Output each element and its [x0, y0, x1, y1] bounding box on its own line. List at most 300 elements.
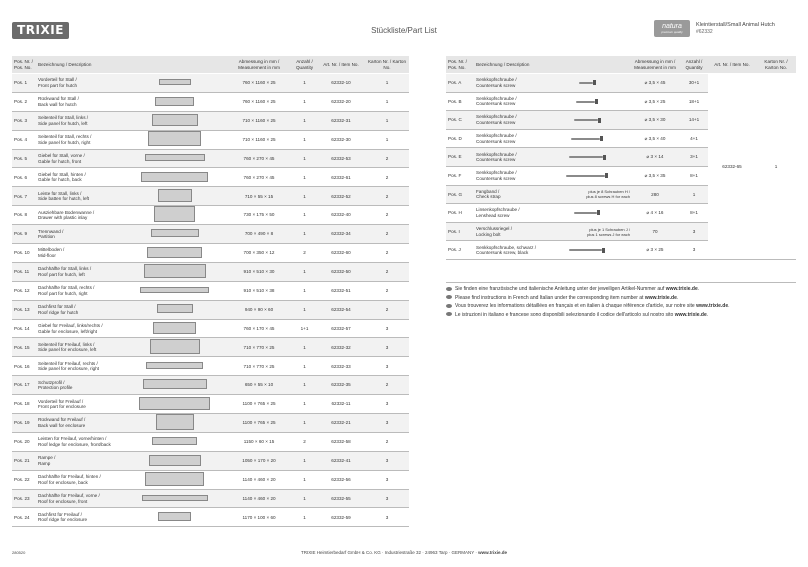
dim-cell: 710 × 1160 × 25	[226, 130, 292, 149]
art-cell: 62332-57	[317, 319, 365, 338]
qty-cell: 2	[292, 244, 317, 263]
dim-cell: ⌀ 3,5 × 40	[630, 129, 680, 148]
dim-cell: 730 × 175 × 50	[226, 206, 292, 225]
desc-de: Leiste für Stall, links /	[38, 190, 82, 196]
box-cell: 3	[365, 451, 409, 470]
qty-cell: 3	[680, 241, 708, 260]
box-cell: 3	[365, 395, 409, 414]
part-note-line: plus 8 screws H for each	[586, 194, 630, 200]
header-desc: Bezeichnung / Description	[474, 56, 544, 74]
desc-de: Rampe /	[38, 455, 56, 461]
pos-cell: Pos. 5	[12, 149, 36, 168]
qty-cell: 1	[292, 130, 317, 149]
desc-de: Dachhälfte für Stall, rechts /	[38, 285, 95, 291]
table-row	[12, 489, 409, 508]
desc-cell	[36, 470, 123, 489]
box-cell: 2	[365, 225, 409, 244]
part-image	[123, 92, 226, 111]
header-qty: Anzahl / Quantity	[292, 56, 317, 74]
desc-de: Rückwand für Freilauf /	[38, 417, 86, 423]
table-row	[12, 376, 409, 395]
note-end: .	[676, 294, 679, 301]
desc-cell	[36, 281, 123, 300]
desc-cell	[36, 338, 123, 357]
part-drawing-icon	[139, 397, 210, 410]
header-art: Art. Nr. / Item No.	[317, 56, 365, 74]
part-image	[123, 130, 226, 149]
dim-cell: ⌀ 4 × 16	[630, 204, 680, 223]
art-cell: 62332-50	[317, 262, 365, 281]
desc-cell	[36, 508, 123, 527]
desc-de: Seitenteil für Stall, rechts /	[38, 134, 92, 140]
dim-cell: 760 × 170 × 45	[226, 319, 292, 338]
part-drawing-icon	[158, 512, 191, 521]
desc-cell	[36, 187, 123, 206]
screw-icon	[574, 212, 597, 214]
desc-cell	[474, 129, 544, 148]
part-image	[123, 432, 226, 451]
page-title: Stückliste/Part List	[371, 26, 437, 35]
desc-de: Linsenkopfschraube /	[476, 207, 520, 213]
desc-cell	[474, 111, 544, 130]
pos-cell: Pos. 15	[12, 338, 36, 357]
part-drawing-icon	[152, 437, 197, 445]
pos-cell: Pos. 4	[12, 130, 36, 149]
note-de	[446, 285, 796, 294]
table-row	[12, 395, 409, 414]
screw-icon	[576, 101, 595, 103]
pos-cell: Pos. 22	[12, 470, 36, 489]
desc-cell	[36, 357, 123, 376]
part-drawing-icon	[149, 455, 201, 466]
qty-cell: 4+1	[680, 129, 708, 148]
qty-cell: 1	[292, 338, 317, 357]
header-dim: Abmessung in mm / Measurement in mm	[630, 56, 680, 74]
qty-cell: 1	[292, 262, 317, 281]
pos-cell: Pos. 8	[12, 206, 36, 225]
desc-en: Protection profile	[38, 385, 73, 391]
art-cell: 62332-10	[317, 74, 365, 93]
box-cell: 3	[365, 414, 409, 433]
trixie-logo: TRIXIE	[12, 22, 69, 39]
part-note-line: plus je 1 Schrauben J /	[589, 226, 630, 232]
flag-de-icon	[446, 287, 452, 291]
desc-cell	[36, 225, 123, 244]
desc-en: Countersunk screw	[476, 157, 516, 163]
qty-cell: 1	[292, 470, 317, 489]
qty-cell: 1	[292, 489, 317, 508]
pos-cell: Pos. 17	[12, 376, 36, 395]
flag-it-icon	[446, 312, 452, 316]
part-image	[123, 168, 226, 187]
pos-cell: Pos. 23	[12, 489, 36, 508]
desc-en: Gable for hutch, front	[38, 158, 82, 164]
part-drawing-icon	[157, 304, 193, 313]
header-qty: Anzahl / Quantity	[680, 56, 708, 74]
note-end: .	[697, 286, 700, 292]
header-image	[544, 56, 630, 74]
table-row	[12, 338, 409, 357]
screw-icon	[566, 175, 605, 177]
dim-cell: 700 × 350 × 12	[226, 244, 292, 263]
art-cell: 62332-65	[708, 74, 756, 260]
part-drawing-icon	[141, 172, 208, 182]
part-drawing-icon	[155, 97, 194, 106]
part-image	[123, 206, 226, 225]
part-image	[544, 204, 630, 223]
pos-cell: Pos. 21	[12, 451, 36, 470]
part-image	[123, 508, 226, 527]
part-drawing-icon	[150, 339, 200, 354]
art-cell: 62332-32	[317, 338, 365, 357]
desc-en: Locking bolt	[476, 231, 501, 237]
desc-de: Vorderteil für Stall /	[38, 77, 77, 83]
pos-cell: Pos. H	[446, 204, 474, 223]
part-drawing-icon	[142, 495, 208, 501]
dim-cell: 1050 × 170 × 20	[226, 451, 292, 470]
desc-en: Ramp	[38, 460, 51, 466]
desc-de: Seitenteil für Freilauf, links /	[38, 341, 95, 347]
language-notes	[446, 282, 796, 319]
part-drawing-icon	[153, 322, 196, 334]
dim-cell: 910 × 510 × 30	[226, 262, 292, 281]
part-drawing-icon	[156, 414, 194, 430]
box-cell: 1	[756, 74, 796, 260]
desc-cell	[474, 74, 544, 93]
part-drawing-icon	[159, 79, 191, 85]
desc-de: Verschlussriegel /	[476, 226, 513, 232]
art-cell: 62332-31	[317, 111, 365, 130]
pos-cell: Pos. 9	[12, 225, 36, 244]
dim-cell: 70	[630, 222, 680, 241]
dim-cell: ⌀ 3,5 × 35	[630, 166, 680, 185]
part-drawing-icon	[144, 264, 206, 278]
part-image	[123, 489, 226, 508]
desc-cell	[474, 222, 544, 241]
dim-cell: ⌀ 3,5 × 25	[630, 92, 680, 111]
table-row	[12, 130, 409, 149]
desc-en: Countersunk screw	[476, 82, 516, 88]
box-cell: 1	[365, 92, 409, 111]
pos-cell: Pos. G	[446, 185, 474, 204]
art-cell: 62332-58	[317, 432, 365, 451]
product-info	[696, 22, 775, 36]
desc-en: Partition	[38, 234, 55, 240]
pos-cell: Pos. 13	[12, 300, 36, 319]
dim-cell: 940 × 90 × 60	[226, 300, 292, 319]
art-cell: 62332-61	[317, 168, 365, 187]
part-image	[544, 74, 630, 93]
header-desc: Bezeichnung / Description	[36, 56, 123, 74]
footer	[0, 550, 808, 555]
note-text: Vous trouverez les informations détaillées en français et en italien à chaque référence d'article, sur notre site	[455, 303, 697, 309]
qty-cell: 1	[292, 149, 317, 168]
left-parts-table	[12, 56, 409, 527]
pos-cell: Pos. F	[446, 166, 474, 185]
dim-cell: 1170 × 100 × 60	[226, 508, 292, 527]
desc-de: Senkkopfschraube /	[476, 133, 517, 139]
qty-cell: 1	[292, 74, 317, 93]
desc-cell	[36, 92, 123, 111]
table-row	[12, 206, 409, 225]
natura-text: natura	[662, 23, 682, 30]
pos-cell: Pos. 7	[12, 187, 36, 206]
pos-cell: Pos. 24	[12, 508, 36, 527]
part-image	[123, 281, 226, 300]
natura-logo	[654, 20, 690, 37]
desc-en: Check strap	[476, 194, 501, 200]
desc-en: Gable for hutch, back	[38, 177, 82, 183]
art-cell: 62332-59	[317, 508, 365, 527]
desc-cell	[36, 262, 123, 281]
box-cell: 2	[365, 300, 409, 319]
desc-de: Rückwand für Stall /	[38, 96, 79, 102]
desc-en: Roof ridge for enclosure	[38, 517, 88, 523]
dim-cell: 1140 × 460 × 20	[226, 470, 292, 489]
part-image	[123, 111, 226, 130]
part-image	[123, 451, 226, 470]
art-cell: 62332-51	[317, 281, 365, 300]
part-image	[123, 300, 226, 319]
art-cell: 62332-56	[317, 470, 365, 489]
art-cell: 62332-30	[317, 130, 365, 149]
natura-subtext: premium quality	[661, 30, 683, 34]
pos-cell: Pos. 1	[12, 74, 36, 93]
desc-cell	[36, 451, 123, 470]
part-drawing-icon	[145, 472, 204, 486]
footer-link[interactable]: www.trixie.de	[478, 550, 507, 555]
desc-cell	[36, 414, 123, 433]
qty-cell: 1+1	[292, 319, 317, 338]
table-row	[12, 508, 409, 527]
table-row	[12, 111, 409, 130]
table-row	[12, 92, 409, 111]
desc-cell	[474, 204, 544, 223]
box-cell: 2	[365, 187, 409, 206]
note-link[interactable]: www.trixie.de	[665, 286, 698, 292]
note-en	[446, 294, 796, 303]
desc-de: Giebel für Stall, hinten /	[38, 171, 86, 177]
desc-en: Back wall for hutch	[38, 101, 77, 107]
art-cell: 62332-20	[317, 92, 365, 111]
desc-de: Giebel für Stall, vorne /	[38, 153, 85, 158]
part-drawing-icon	[146, 362, 203, 369]
part-image	[123, 244, 226, 263]
dim-cell: 710 × 770 × 25	[226, 357, 292, 376]
desc-cell	[36, 74, 123, 93]
screw-head-icon	[605, 173, 608, 178]
table-row	[12, 470, 409, 489]
part-drawing-icon	[140, 287, 209, 293]
right-header-row	[446, 56, 796, 74]
qty-cell: 1	[292, 92, 317, 111]
part-drawing-icon	[148, 131, 201, 146]
box-cell: 1	[365, 111, 409, 130]
note-text: Le istruzioni in italiano e francese sono disponibili selezionando il codice dell'articolo sul nostro sito	[455, 311, 675, 318]
header-pos: Pos. Nr. / Pos. No.	[12, 56, 36, 74]
note-link[interactable]: www.trixie.de	[674, 311, 707, 318]
desc-de: Dachfirst für Stall /	[38, 304, 76, 310]
note-text: Please find instructions in French and Italian under the corresponding item number at	[455, 294, 645, 301]
note-end: .	[728, 303, 730, 309]
desc-de: Dachhälfte für Stall, links /	[38, 266, 92, 272]
table-row	[12, 300, 409, 319]
desc-en: Roof ledge for enclosure, front/back	[38, 441, 111, 447]
screw-icon	[579, 82, 593, 84]
part-drawing-icon	[158, 189, 192, 202]
header-box: Karton Nr. / Karton No.	[365, 56, 409, 74]
box-cell: 2	[365, 244, 409, 263]
qty-cell: 1	[292, 187, 317, 206]
qty-cell: 1	[292, 206, 317, 225]
desc-en: Side panel for hutch, left	[38, 120, 88, 126]
desc-en: Roof for enclosure, front	[38, 498, 88, 504]
pos-cell: Pos. D	[446, 129, 474, 148]
doc-code: 280520	[12, 550, 26, 555]
box-cell: 2	[365, 149, 409, 168]
pos-cell: Pos. 10	[12, 244, 36, 263]
box-cell: 2	[365, 262, 409, 281]
desc-en: Countersunk screw	[476, 101, 516, 107]
qty-cell: 1	[292, 281, 317, 300]
part-image	[544, 166, 630, 185]
desc-de: Ausziehbare Bodenwanne /	[38, 209, 95, 215]
table-row	[12, 432, 409, 451]
part-image	[544, 129, 630, 148]
note-end: .	[706, 311, 709, 318]
pos-cell: Pos. 6	[12, 168, 36, 187]
desc-en: Front part for enclosure	[38, 404, 86, 410]
part-image	[123, 149, 226, 168]
screw-head-icon	[593, 80, 596, 85]
desc-en: Roof ridge for hutch	[38, 309, 79, 315]
desc-en: Roof part for hutch, right	[38, 290, 88, 296]
qty-cell: 1	[292, 376, 317, 395]
table-row	[12, 262, 409, 281]
box-cell: 1	[365, 74, 409, 93]
dim-cell: ⌀ 3 × 25	[630, 241, 680, 260]
screw-head-icon	[597, 210, 600, 215]
desc-cell	[36, 149, 123, 168]
desc-de: Seitenteil für Freilauf, rechts /	[38, 360, 98, 366]
desc-cell	[36, 376, 123, 395]
table-row	[12, 187, 409, 206]
desc-de: Senkkopfschraube /	[476, 114, 517, 120]
desc-cell	[474, 148, 544, 167]
desc-de: Senkkopfschraube /	[476, 77, 517, 83]
desc-de: Fangband /	[476, 188, 500, 194]
box-cell: 2	[365, 206, 409, 225]
art-cell: 62332-52	[317, 187, 365, 206]
part-image	[123, 74, 226, 93]
desc-cell	[474, 185, 544, 204]
desc-cell	[36, 130, 123, 149]
table-row	[12, 244, 409, 263]
note-text: Sie finden eine französische und italienische Anleitung unter der jeweiligen Artikel-Nummer auf	[455, 286, 666, 292]
pos-cell: Pos. E	[446, 148, 474, 167]
dim-cell: 1100 × 765 × 25	[226, 414, 292, 433]
footer-text: TRIXIE Heimtierbedarf GmbH & Co. KG · Industriestraße 32 · 24963 Tarp · GERMANY ·	[301, 550, 479, 555]
box-cell: 3	[365, 357, 409, 376]
part-drawing-icon	[145, 154, 205, 161]
box-cell: 1	[365, 130, 409, 149]
dim-cell: 710 × 55 × 15	[226, 187, 292, 206]
part-image	[123, 262, 226, 281]
desc-cell	[36, 168, 123, 187]
art-cell: 62332-21	[317, 414, 365, 433]
qty-cell: 1	[292, 357, 317, 376]
note-link[interactable]: www.trixie.de	[696, 303, 729, 309]
pos-cell: Pos. C	[446, 111, 474, 130]
desc-en: Countersunk screw	[476, 175, 516, 181]
desc-en: Countersunk screw, black	[476, 250, 529, 256]
part-image	[544, 148, 630, 167]
note-link[interactable]: www.trixie.de	[644, 294, 677, 301]
pos-cell: Pos. 3	[12, 111, 36, 130]
part-drawing-icon	[143, 379, 207, 389]
desc-en: Lenshead screw	[476, 212, 510, 218]
product-name: Kleintierstall/Small Animal Hutch	[696, 22, 775, 28]
desc-cell	[36, 432, 123, 451]
header-image	[123, 56, 226, 74]
art-cell: 62332-41	[317, 451, 365, 470]
qty-cell: 1	[680, 185, 708, 204]
right-parts-table	[446, 56, 796, 260]
desc-de: Dachfirst für Freilauf /	[38, 511, 82, 517]
qty-cell: 1	[292, 451, 317, 470]
desc-cell	[36, 300, 123, 319]
pos-cell: Pos. J	[446, 241, 474, 260]
desc-de: Senkkopfschraube, schwarz /	[476, 244, 537, 250]
note-fr	[446, 302, 796, 311]
desc-cell	[36, 111, 123, 130]
dim-cell: 1100 × 765 × 25	[226, 395, 292, 414]
part-note	[544, 189, 630, 199]
desc-de: Giebel für Freilauf, links/rechts /	[38, 323, 103, 329]
table-row	[12, 168, 409, 187]
desc-de: Trennwand /	[38, 228, 64, 234]
screw-head-icon	[600, 136, 603, 141]
part-image	[123, 395, 226, 414]
desc-de: Senkkopfschraube /	[476, 170, 517, 176]
screw-icon	[571, 138, 600, 140]
part-image	[123, 319, 226, 338]
part-image	[544, 222, 630, 241]
qty-cell: 8+1	[680, 166, 708, 185]
dim-cell: 280	[630, 185, 680, 204]
part-image	[123, 225, 226, 244]
desc-en: Countersunk screw	[476, 138, 516, 144]
dim-cell: 910 × 510 × 38	[226, 281, 292, 300]
box-cell: 2	[365, 281, 409, 300]
part-image	[123, 338, 226, 357]
left-header-row	[12, 56, 409, 74]
dim-cell: 1150 × 60 × 15	[226, 432, 292, 451]
box-cell: 2	[365, 432, 409, 451]
part-image	[123, 357, 226, 376]
dim-cell: 760 × 1160 × 25	[226, 74, 292, 93]
qty-cell: 1	[292, 168, 317, 187]
table-row	[12, 414, 409, 433]
qty-cell: 1	[292, 508, 317, 527]
flag-gb-icon	[446, 295, 452, 299]
desc-de: Seitenteil für Stall, links /	[38, 115, 89, 121]
table-row	[12, 451, 409, 470]
pos-cell: Pos. 2	[12, 92, 36, 111]
dim-cell: 710 × 1160 × 25	[226, 111, 292, 130]
pos-cell: Pos. 20	[12, 432, 36, 451]
desc-en: Side batten for hutch, left	[38, 196, 90, 202]
